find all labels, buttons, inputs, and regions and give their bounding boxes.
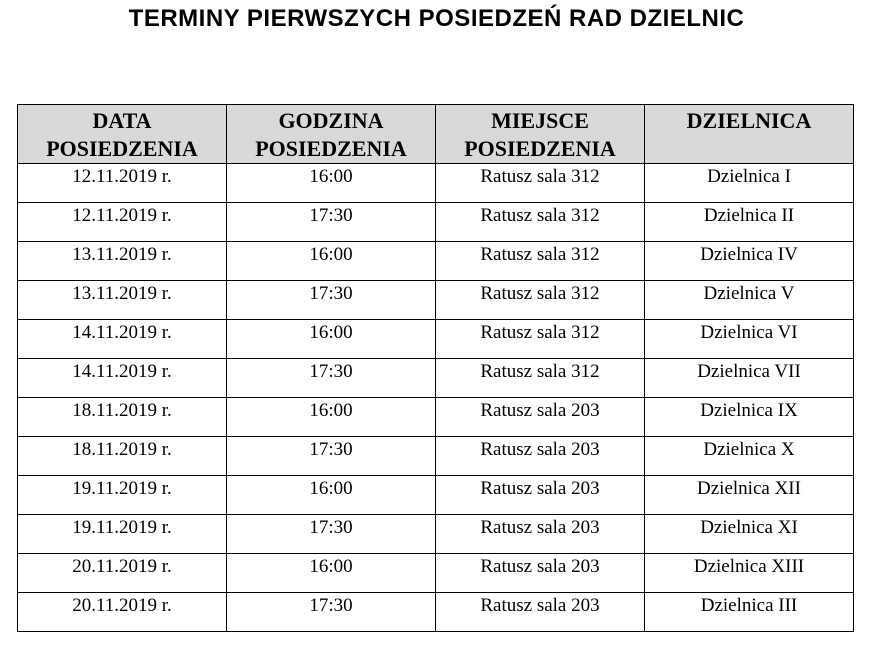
table-row [18, 437, 854, 476]
cell-time: 17:30 [227, 359, 436, 398]
cell-time: 16:00 [227, 476, 436, 515]
table-row [18, 593, 854, 632]
cell-district: Dzielnica IV [645, 242, 854, 281]
cell-time: 16:00 [227, 554, 436, 593]
table-row [18, 398, 854, 437]
cell-date: 19.11.2019 r. [18, 476, 227, 515]
column-header-time: GODZINA POSIEDZENIA [227, 105, 436, 164]
cell-date: 18.11.2019 r. [18, 437, 227, 476]
cell-district: Dzielnica XIII [645, 554, 854, 593]
table-row [18, 476, 854, 515]
cell-place: Ratusz sala 203 [436, 554, 645, 593]
cell-district: Dzielnica IX [645, 398, 854, 437]
cell-district: Dzielnica XII [645, 476, 854, 515]
cell-time: 16:00 [227, 320, 436, 359]
cell-time: 16:00 [227, 398, 436, 437]
cell-date: 19.11.2019 r. [18, 515, 227, 554]
cell-date: 20.11.2019 r. [18, 593, 227, 632]
table-row [18, 320, 854, 359]
cell-time: 17:30 [227, 281, 436, 320]
table-row [18, 281, 854, 320]
cell-district: Dzielnica V [645, 281, 854, 320]
cell-time: 16:00 [227, 164, 436, 203]
cell-district: Dzielnica XI [645, 515, 854, 554]
cell-district: Dzielnica I [645, 164, 854, 203]
cell-place: Ratusz sala 203 [436, 437, 645, 476]
header-row [18, 105, 854, 164]
column-header-date: DATA POSIEDZENIA [18, 105, 227, 164]
table-body [18, 164, 854, 632]
cell-date: 14.11.2019 r. [18, 320, 227, 359]
cell-time: 17:30 [227, 203, 436, 242]
table-row [18, 515, 854, 554]
cell-district: Dzielnica II [645, 203, 854, 242]
cell-district: Dzielnica VI [645, 320, 854, 359]
cell-place: Ratusz sala 312 [436, 359, 645, 398]
cell-time: 17:30 [227, 437, 436, 476]
cell-date: 18.11.2019 r. [18, 398, 227, 437]
cell-date: 14.11.2019 r. [18, 359, 227, 398]
cell-district: Dzielnica VII [645, 359, 854, 398]
cell-place: Ratusz sala 203 [436, 398, 645, 437]
column-header-place: MIEJSCE POSIEDZENIA [436, 105, 645, 164]
cell-date: 13.11.2019 r. [18, 281, 227, 320]
column-header-district: DZIELNICA [645, 105, 854, 164]
meetings-table [17, 104, 854, 632]
cell-place: Ratusz sala 203 [436, 476, 645, 515]
cell-date: 12.11.2019 r. [18, 164, 227, 203]
cell-place: Ratusz sala 312 [436, 203, 645, 242]
table-row [18, 359, 854, 398]
cell-place: Ratusz sala 312 [436, 281, 645, 320]
table-header [18, 105, 854, 164]
cell-place: Ratusz sala 203 [436, 593, 645, 632]
table-row [18, 164, 854, 203]
cell-place: Ratusz sala 312 [436, 242, 645, 281]
page-title: TERMINY PIERWSZYCH POSIEDZEŃ RAD DZIELNIC [128, 5, 745, 32]
cell-district: Dzielnica III [645, 593, 854, 632]
cell-time: 17:30 [227, 515, 436, 554]
table-row [18, 554, 854, 593]
cell-place: Ratusz sala 312 [436, 320, 645, 359]
table-row [18, 242, 854, 281]
table-row [18, 203, 854, 242]
cell-date: 13.11.2019 r. [18, 242, 227, 281]
cell-place: Ratusz sala 312 [436, 164, 645, 203]
cell-time: 17:30 [227, 593, 436, 632]
cell-district: Dzielnica X [645, 437, 854, 476]
cell-date: 20.11.2019 r. [18, 554, 227, 593]
cell-time: 16:00 [227, 242, 436, 281]
cell-place: Ratusz sala 203 [436, 515, 645, 554]
cell-date: 12.11.2019 r. [18, 203, 227, 242]
